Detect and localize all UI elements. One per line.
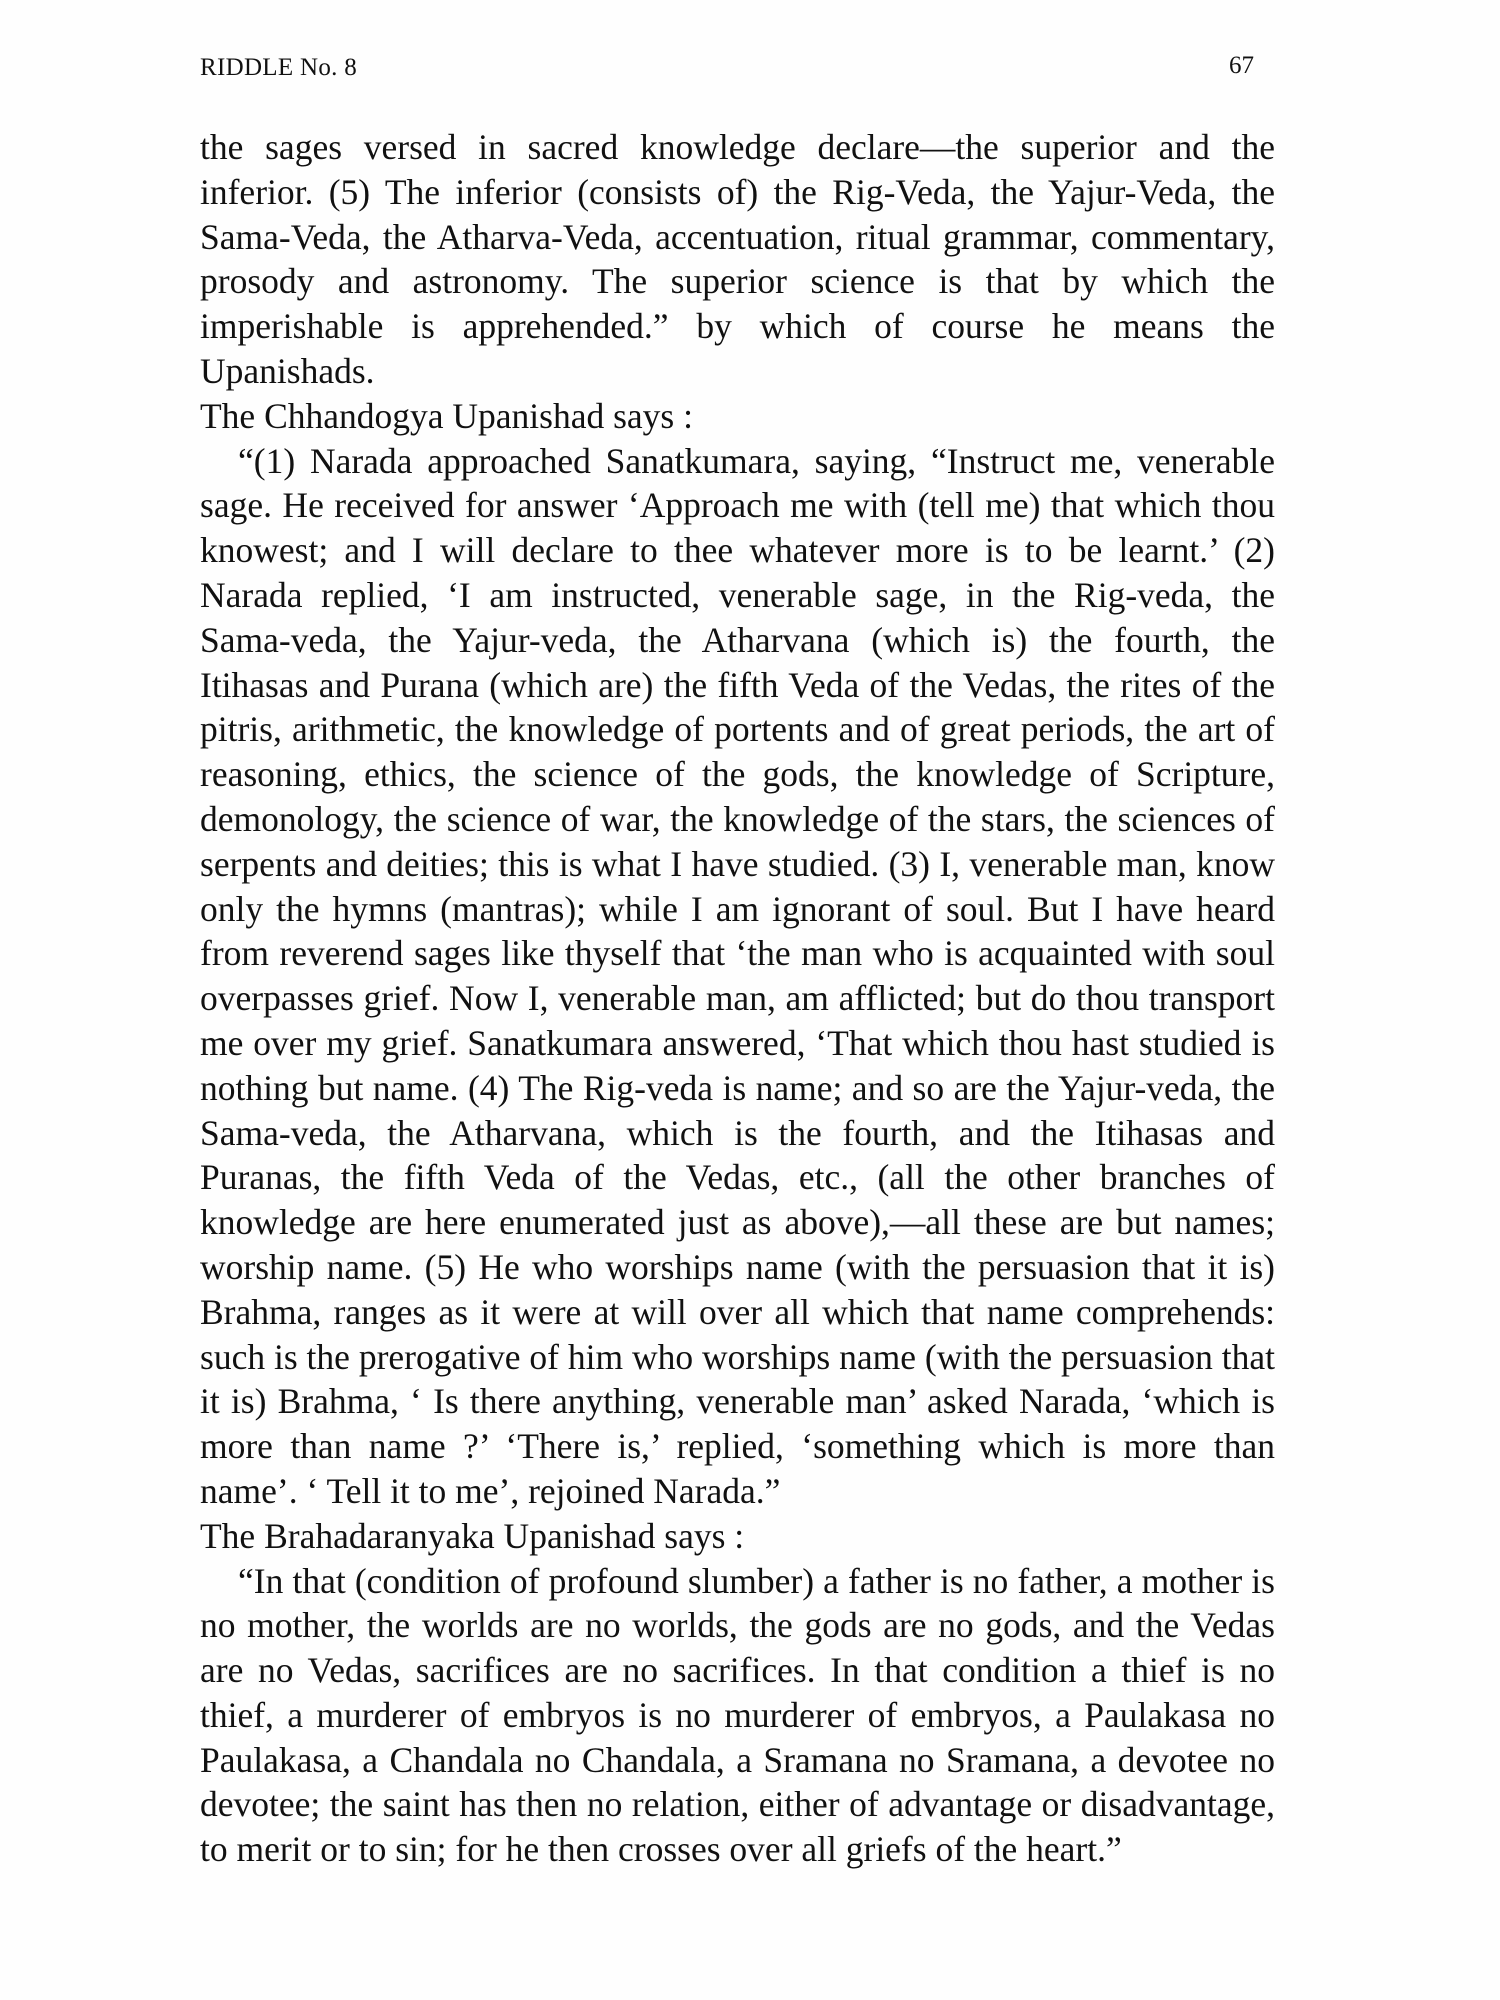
chhandogya-quote-paragraph: “(1) Narada approached Sanatkumara, saying, “Instruct me, venerable sage. He received for answer ‘Approach me with (tell me) that which thou knowest; and I will declare to thee whatever more is to be learnt.’ (2) Narada replied, ‘I am instructed, venerable sage, in the Rig-veda, the Sama-veda, the Yajur-veda, the Atharvana (which is) the fourth, the Itihasas and Purana (which are) the fifth Veda of the Vedas, the rites of the pitris, arithmetic, the knowledge of portents and of great periods, the art of reasoning, ethics, the science of the gods, the knowledge of Scripture, demonology, the science of war, the knowledge of the stars, the sciences of serpents and deities; this is what I have studied. (3) I, venerable man, know only the hymns (mantras); while I am ignorant of soul. But I have heard from reverend sages like thyself that ‘the man who is acquainted with soul overpasses grief. Now I, venerable man, am afflicted; but do thou transport me over my grief. Sanatkumara answered, ‘That which thou hast studied is nothing but name. (4) The Rig-veda is name; and so are the Yajur-veda, the Sama-veda, the Atharvana, which is the fourth, and the Itihasas and Puranas, the fifth Veda of the Vedas, etc., (all the other branches of knowledge are here enumerated just as above),—all these are but names; worship name. (5) He who worships name (with the persuasion that it is) Brahma, ranges as it were at will over all which that name comprehends: such is the prerogative of him who worships name (with the persuasion that it is) Brahma, ‘ Is there anything, venerable man’ asked Narada, ‘which is more than name ?’ ‘There is,’ replied, ‘something which is more than name’. ‘ Tell it to me’, rejoined Narada.” <box>200 440 1275 1511</box>
brahadaranyaka-intro-line: The Brahadaranyaka Upanishad says : <box>200 1515 745 1556</box>
chhandogya-intro-line: The Chhandogya Upanishad says : <box>200 395 693 436</box>
mundaka-continuation-paragraph: the sages versed in sacred knowledge declare—the superior and the inferior. (5) The inferior (consists of) the Rig-Veda, the Yajur-Veda, the Sama-Veda, the Atharva-Veda, accentuation, ritual grammar, commentary, prosody and astronomy. The superior science is that by which the imperishable is apprehended.” by which of course he means the Upanishads. <box>200 127 1275 391</box>
page-body <box>200 125 1275 1872</box>
brahadaranyaka-quote-paragraph: “In that (condition of profound slumber) a father is no father, a mother is no mother, the worlds are no worlds, the gods are no gods, and the Vedas are no Vedas, sacrifices are no sacrifices. In that condition a thief is no thief, a murderer of embryos is no murderer of embryos, a Paulakasa no Paulakasa, a Chandala no Chandala, a Sramana no Sramana, a devotee no devotee; the saint has then no relation, either of advantage or disadvantage, to merit or to sin; for he then crosses over all griefs of the heart.” <box>200 1560 1275 1870</box>
page-number: 67 <box>1229 52 1254 79</box>
running-head-title: RIDDLE No. 8 <box>200 54 358 81</box>
